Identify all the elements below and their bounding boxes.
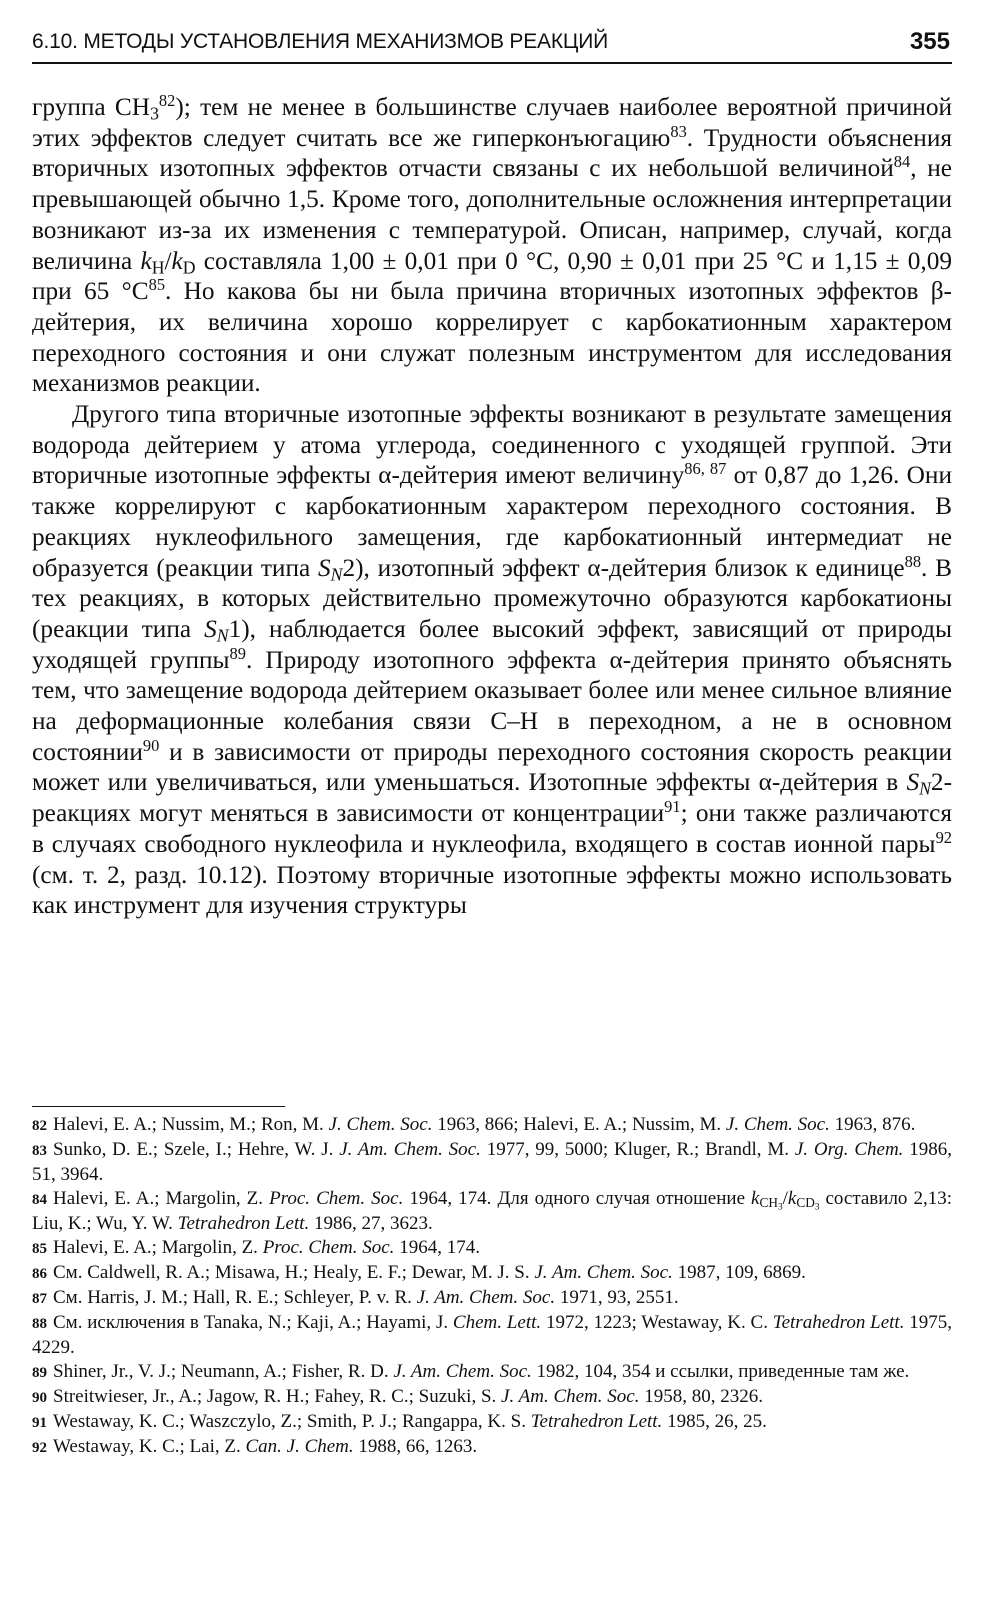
footnote-86: 86 См. Caldwell, R. A.; Misawa, H.; Healy, E. F.; Dewar, M. J. S. J. Am. Chem. Soc. 1987, 109, 6869. [32,1262,806,1283]
footnote-88: 88 См. исключения в Tanaka, N.; Kaji, A.; Hayami, J. Chem. Lett. 1972, 1223; Westaway, K. C. Tetrahedron Lett. 1975, 4229. [32,1312,953,1358]
footnote-divider [32,1106,285,1107]
footnote-ref-89: 89 [229,643,246,663]
main-text [32,92,952,921]
footnote-ref-86-87: 86, 87 [684,459,727,479]
footnote-92: 92 Westaway, K. C.; Lai, Z. Can. J. Chem. 1988, 66, 1263. [32,1436,478,1457]
running-header [32,28,952,64]
footnote-90: 90 Streitwieser, Jr., A.; Jagow, R. H.; Fahey, R. C.; Suzuki, S. J. Am. Chem. Soc. 1958, 80, 2326. [32,1386,763,1407]
section-title: 6.10. МЕТОДЫ УСТАНОВЛЕНИЯ МЕХАНИЗМОВ РЕАКЦИЙ [32,30,609,53]
footnote-ref-90: 90 [142,735,160,755]
footnotes [32,1113,952,1460]
paragraph-1: группа $CH_3^{82}$); тем не менее в большинстве случаев наиболее вероятной причиной этих эффектов следует считать все же гиперконъюгацию$^{83}$. Трудности объяснения вторичных изотопных эффектов отчасти связаны с их небольшой величиной$^{84}$, не превышающей обычно 1,5. Кроме того, дополнительные осложнения интерпретации возникают из-за их изменения с температурой. Описан, например, случай, когда величина $k_H/k_D$ составляла 1,00 ± 0,01 при 0 °C, 0,90 ± 0,01 при 25 °C и 1,15 ± 0,09 при 65 $^\circ C^{85}$. Но какова бы ни была причина вторичных изотопных эффектов β-дейтерия, их величина хорошо коррелирует с карбокатионным характером переходного состояния и они служат полезным инструментом для исследования механизмов реакции. [32,90,953,398]
footnote-89: 89 Shiner, Jr., V. J.; Neumann, A.; Fisher, R. D. J. Am. Chem. Soc. 1982, 104, 354 и ссылки, приведенные там же. [32,1361,910,1382]
footnote-84: 84 Halevi, E. A.; Margolin, Z. Proc. Chem. Soc. 1964, 174. Для одного случая отношение $k_{CH_3}/k_{CD_3}$ составило 2,13: Liu, K.; Wu, Y. W. Tetrahedron Lett. 1986, 27, 3623. [32,1188,952,1234]
paragraph-2: Другого типа вторичные изотопные эффекты возникают в результате замещения водорода дейтерием у атома углерода, соединенного с уходящей группой. Эти вторичные изотопные эффекты α-дейтерия имеют величину$^{86, 87}$ от 0,87 до 1,26. Они также коррелируют с карбокатионным характером переходного состояния. В реакциях нуклеофильного замещения, где карбокатионный интермедиат не образуется (реакции типа $S_N2$), изотопный эффект α-дейтерия близок к единице$^{88}$. В тех реакциях, в которых действительно промежуточно образуются карбокатионы (реакции типа $S_N1$), наблюдается более высокий эффект, зависящий от природы уходящей группы$^{89}$. Природу изотопного эффекта α-дейтерия принято объяснять тем, что замещение водорода дейтерием оказывает более или менее сильное влияние на деформационные колебания связи C–H в переходном, а не в основном состоянии$^{90}$ и в зависимости от природы переходного состояния скорость реакции может или увеличиваться, или уменьшаться. Изотопные эффекты α-дейтерия в $S_N2$-реакциях могут меняться в зависимости от концентрации$^{91}$; они также различаются в случаях свободного нуклеофила и нуклеофила, входящего в состав ионной пары$^{92}$ (см. т. 2, разд. 10.12). Поэтому вторичные изотопные эффекты можно использовать как инструмент для изучения структуры [32,400,953,920]
footnote-ref-85: 85 [148,275,166,295]
footnote-87: 87 См. Harris, J. M.; Hall, R. E.; Schleyer, P. v. R. J. Am. Chem. Soc. 1971, 93, 2551. [32,1287,679,1308]
footnote-82: 82 Halevi, E. A.; Nussim, M.; Ron, M. J. Chem. Soc. 1963, 866; Halevi, E. A.; Nussim, M. J. Chem. Soc. 1963, 876. [32,1114,916,1135]
footnote-ref-92: 92 [935,827,952,847]
footnote-ref-88: 88 [904,551,922,571]
footnote-83: 83 Sunko, D. E.; Szele, I.; Hehre, W. J. J. Am. Chem. Soc. 1977, 99, 5000; Kluger, R.; Brandl, M. J. Org. Chem. 1986, 51, 3964. [32,1139,952,1185]
footnote-ref-91: 91 [664,797,681,817]
footnote-85: 85 Halevi, E. A.; Margolin, Z. Proc. Chem. Soc. 1964, 174. [32,1237,480,1258]
footnote-ref-83: 83 [670,121,687,141]
footnote-ref-82: 82 [158,90,176,110]
page-number: 355 [909,28,950,55]
footnote-91: 91 Westaway, K. C.; Waszczylo, Z.; Smith, P. J.; Rangappa, K. S. Tetrahedron Lett. 1985, 26, 25. [32,1411,767,1432]
footnote-ref-84: 84 [893,152,911,172]
